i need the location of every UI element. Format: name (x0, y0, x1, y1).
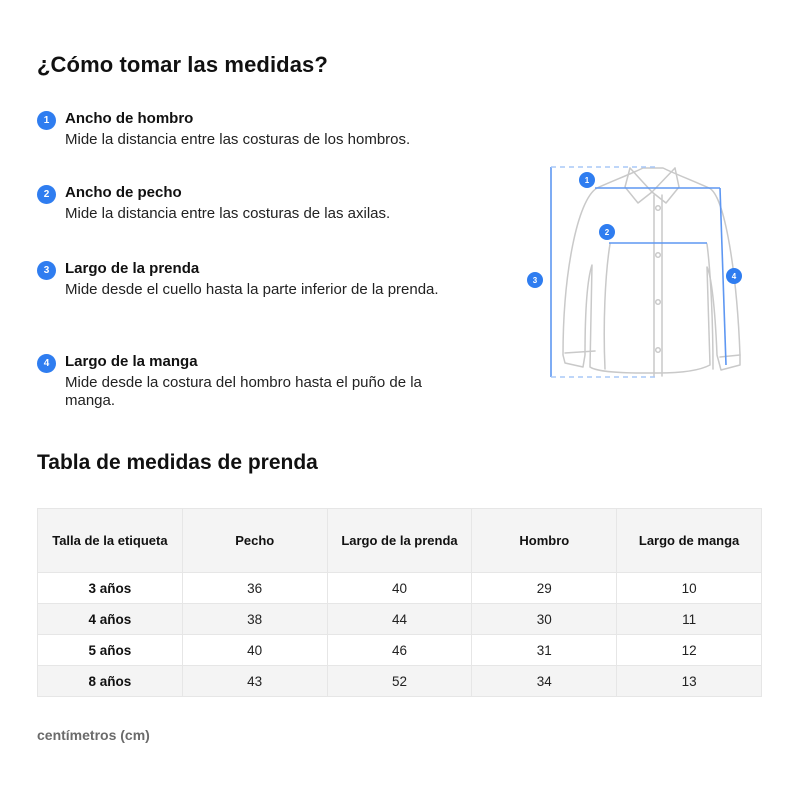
shirt-measurement-diagram-icon (515, 155, 765, 390)
step-description: Mide la distancia entre las costuras de los hombros. (65, 131, 411, 148)
step-number-badge: 3 (37, 261, 56, 280)
chest-cell: 43 (182, 666, 327, 697)
column-header-length: Largo de la prenda (327, 509, 472, 573)
size-cell: 8 años (38, 666, 183, 697)
length-cell: 46 (327, 635, 472, 666)
how-to-measure-title: ¿Cómo tomar las medidas? (37, 52, 328, 77)
length-cell: 52 (327, 666, 472, 697)
svg-text:3: 3 (532, 276, 538, 285)
size-chart-table (37, 508, 762, 697)
step-title: Ancho de pecho (65, 184, 182, 201)
step-number-badge: 4 (37, 354, 56, 373)
table-row (38, 573, 762, 604)
table-header-row (38, 509, 762, 573)
sleeve-cell: 11 (617, 604, 762, 635)
chest-cell: 38 (182, 604, 327, 635)
svg-text:1: 1 (584, 176, 590, 185)
step-number-badge: 1 (37, 111, 56, 130)
length-cell: 44 (327, 604, 472, 635)
table-row (38, 666, 762, 697)
step-title: Largo de la manga (65, 353, 198, 370)
size-cell: 5 años (38, 635, 183, 666)
units-label: centímetros (cm) (37, 727, 150, 743)
sleeve-cell: 10 (617, 573, 762, 604)
table-row (38, 635, 762, 666)
shoulder-cell: 30 (472, 604, 617, 635)
column-header-shoulder: Hombro (472, 509, 617, 573)
step-title: Ancho de hombro (65, 110, 194, 127)
svg-text:2: 2 (604, 228, 610, 237)
svg-text:4: 4 (731, 272, 737, 281)
chest-cell: 40 (182, 635, 327, 666)
step-description: Mide desde la costura del hombro hasta el puño de la manga. (65, 374, 422, 409)
step-description: Mide desde el cuello hasta la parte inferior de la prenda. (65, 281, 439, 298)
column-header-size: Talla de la etiqueta (38, 509, 183, 573)
table-row (38, 604, 762, 635)
step-title: Largo de la prenda (65, 260, 200, 277)
size-cell: 3 años (38, 573, 183, 604)
size-table-title: Tabla de medidas de prenda (37, 451, 318, 474)
column-header-chest: Pecho (182, 509, 327, 573)
shoulder-cell: 34 (472, 666, 617, 697)
shoulder-cell: 29 (472, 573, 617, 604)
sleeve-cell: 13 (617, 666, 762, 697)
step-description: Mide la distancia entre las costuras de las axilas. (65, 205, 391, 222)
size-cell: 4 años (38, 604, 183, 635)
chest-cell: 36 (182, 573, 327, 604)
step-number-badge: 2 (37, 185, 56, 204)
column-header-sleeve: Largo de manga (617, 509, 762, 573)
sleeve-cell: 12 (617, 635, 762, 666)
length-cell: 40 (327, 573, 472, 604)
shoulder-cell: 31 (472, 635, 617, 666)
